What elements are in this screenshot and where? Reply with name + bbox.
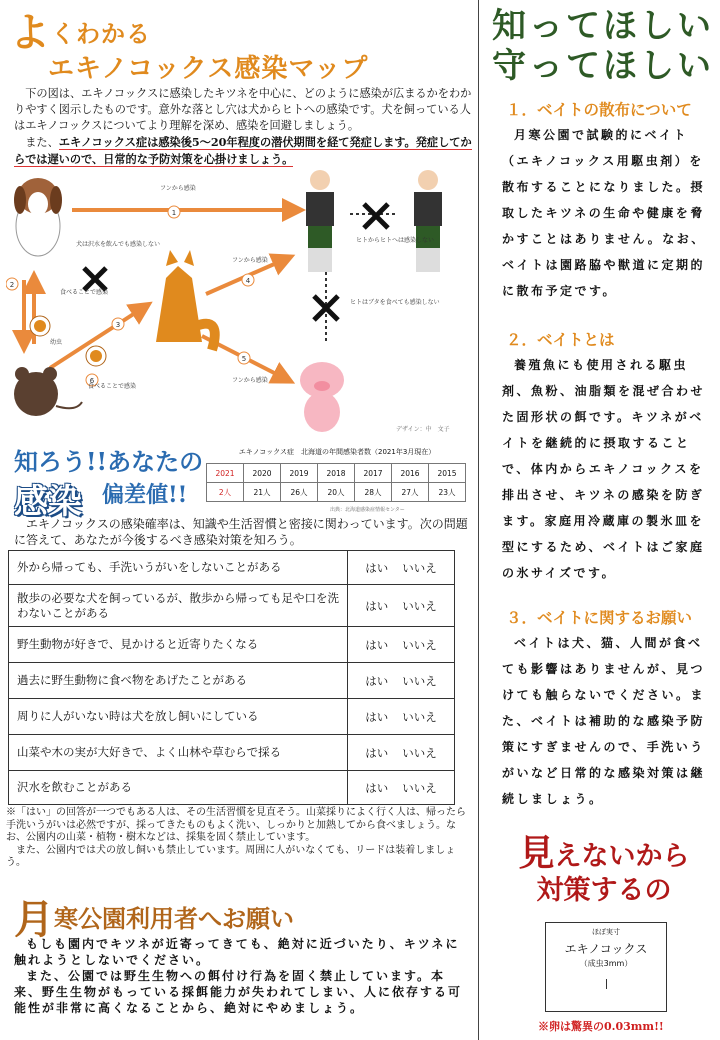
- stats-count: 23人: [429, 483, 466, 502]
- map-label: 犬は沢水を飲んでも感染しない: [76, 241, 161, 248]
- quiz-question: 山菜や木の実が大好きで、よく山林や草むらで採る: [9, 735, 348, 771]
- actual-size-label: ほぼ実寸: [592, 928, 620, 936]
- quiz-question: 外から帰っても、手洗いうがいをしないことがある: [9, 551, 348, 585]
- map-label: フンから感染: [160, 185, 196, 192]
- answer-no[interactable]: いいえ: [402, 745, 437, 760]
- pig-icon: [300, 362, 344, 432]
- map-num: 2: [9, 281, 15, 289]
- quiz-row: [9, 735, 455, 771]
- egg-size-note: ※卵は驚異の0.03mm!!: [538, 1020, 664, 1033]
- answer-yes[interactable]: はい: [365, 780, 389, 795]
- section-body-bait-spray: 月寒公園で試験的にベイト（エキノコックス用駆虫剤）を散布することになりました。摂取したキツネの生命や健康を脅かすことはありません。なお、ベイトは園路脇や獣道に定期的に散布予定です。: [502, 128, 706, 298]
- quiz-intro: エキノコックスの感染確率は、知識や生活習慣と密接に関わっています。次の問題に答えて、あなたが今後するべき感染対策を知ろう。: [14, 517, 468, 547]
- quiz-question: 散歩の必要な犬を飼っているが、散歩から帰っても足や口を洗わないことがある: [9, 585, 348, 627]
- stats-count: 21人: [244, 483, 281, 502]
- design-credit: デザイン：中 文子: [396, 426, 450, 433]
- answer-no[interactable]: いいえ: [402, 709, 437, 724]
- stats-year: 2017: [355, 464, 392, 483]
- map-num: 1: [171, 209, 177, 217]
- quiz-question: 沢水を飲むことがある: [9, 771, 348, 805]
- human-icon: [414, 170, 442, 272]
- answer-no[interactable]: いいえ: [402, 780, 437, 795]
- quiz-question: 過去に野生動物に食べ物をあげたことがある: [9, 663, 348, 699]
- answer-yes[interactable]: はい: [365, 598, 389, 613]
- mouse-icon: [14, 367, 82, 416]
- echinococcus-actual-size-icon: [606, 979, 607, 989]
- map-title-line1: よくわかる: [10, 9, 151, 56]
- actual-size-sub: （成虫3mm）: [579, 959, 633, 968]
- stats-year: 2020: [244, 464, 281, 483]
- actual-size-name: エキノコックス: [564, 942, 648, 956]
- quiz-table: [8, 550, 455, 805]
- stats-count: 26人: [281, 483, 318, 502]
- section-body-bait-request: ベイトは犬、猫、人間が食べても影響はありませんが、見つけても触らないでください。また、ベイトは補助的な感染予防策にすぎませんので、手洗いうがいなど日常的な感染対策は継続しましょう。: [502, 636, 706, 806]
- answer-yes[interactable]: はい: [365, 745, 389, 760]
- actual-size-box: [545, 922, 667, 1012]
- section-heading-bait-what: ２．ベイトとは: [506, 330, 615, 349]
- answer-yes[interactable]: はい: [365, 560, 389, 575]
- quiz-row: [9, 699, 455, 735]
- section-heading-bait-spray: １．ベイトの散布について: [506, 100, 692, 119]
- stats-year: 2016: [392, 464, 429, 483]
- answer-yes[interactable]: はい: [365, 637, 389, 652]
- map-num: 4: [245, 277, 251, 285]
- map-num: 6: [89, 377, 95, 385]
- quiz-heading-big: 感染: [14, 482, 82, 522]
- map-label: 食べることで感染: [60, 289, 109, 296]
- answer-no[interactable]: いいえ: [402, 560, 437, 575]
- quiz-heading-line1: 知ろう!!あなたの: [14, 447, 204, 476]
- quiz-row: [9, 663, 455, 699]
- stats-year: 2021: [207, 464, 244, 483]
- infection-map: [6, 166, 472, 434]
- map-title-line2: エキノコックス感染マップ: [48, 54, 369, 84]
- stats-year: 2019: [281, 464, 318, 483]
- stats-caption: エキノコックス症 北海道の年間感染者数（2021年3月現在）: [238, 448, 436, 456]
- quiz-question: 周りに人がいない時は犬を放し飼いにしている: [9, 699, 348, 735]
- quiz-note: ※「はい」の回答が一つでもある人は、その生活習慣を見直そう。山菜採りによく行く人は、帰ったら手洗いうがいは必然ですが、採ってきたものもよく洗い、しっかりと加熱してから食べましょう。なお、公園内の山菜・植物・樹木などは、採集を固く禁止しています。 また、公園内では犬の放し飼いも禁止しています。周囲に人がいなくても、リードは装着しましょう。: [6, 807, 466, 868]
- stats-source: 出典：北海道感染症情報センター: [330, 507, 405, 513]
- map-num: 5: [241, 355, 247, 363]
- stats-count: 27人: [392, 483, 429, 502]
- quiz-question: 野生動物が好きで、見かけると近寄りたくなる: [9, 627, 348, 663]
- stats-count: 2人: [207, 483, 244, 502]
- stats-count: 28人: [355, 483, 392, 502]
- answer-no[interactable]: いいえ: [402, 637, 437, 652]
- right-title-2: 見えないから 対策するの: [518, 832, 690, 906]
- section-heading-bait-request: ３．ベイトに関するお願い: [506, 608, 693, 627]
- answer-yes[interactable]: はい: [365, 709, 389, 724]
- fox-icon: [156, 250, 215, 350]
- dog-icon: [14, 178, 62, 256]
- stats-count: 20人: [318, 483, 355, 502]
- map-label: フンから感染: [232, 377, 268, 384]
- answer-no[interactable]: いいえ: [402, 598, 437, 613]
- intro-text: 下の図は、エキノコックスに感染したキツネを中心に、どのように感染が広まるかをわかりやすく図示したものです。意外な落とし穴は犬からヒトへの感染です。犬を飼っている人はエキノコックスについてより理解を深め、感染を回避しましょう。 また、エキノコックス症は感染後5〜20年程度の潜伏期間を経て発症します。発症してからでは遅いので、日常的な予防対策を心掛けましょう。: [14, 87, 472, 166]
- quiz-row: [9, 627, 455, 663]
- stats-years-row: [207, 464, 466, 483]
- answer-yes[interactable]: はい: [365, 673, 389, 688]
- map-label: ヒトはブタを食べても感染しない: [350, 299, 440, 306]
- request-body: もしも園内でキツネが近寄ってきても、絶対に近づいたり、キツネに触れようとしないでください。 また、公園では野生生物への餌付け行為を固く禁止しています。本来、野生生物がもっている採餌能力が失われてしまい、人に依存する可能性が非常に高くなることから、絶対にやめましょう。: [14, 937, 463, 1015]
- stats-year: 2015: [429, 464, 466, 483]
- quiz-heading-line2: 偏差値!!: [102, 482, 188, 508]
- infection-stats-table: [206, 463, 466, 502]
- section-body-bait-what: 養殖魚にも使用される駆虫剤、魚粉、油脂類を混ぜ合わせた固形状の餌です。キツネがベイトを継続的に摂取することで、体内からエキノコックスを排出させ、キツネの感染を防ぎます。家庭用冷蔵庫の製氷皿を型にするため、ベイトはご家庭の氷サイズです。: [502, 358, 706, 580]
- column-divider: [478, 0, 479, 1040]
- answer-no[interactable]: いいえ: [402, 673, 437, 688]
- map-num: 3: [115, 321, 121, 329]
- request-title: 月寒公園利用者へお願い: [14, 896, 294, 943]
- quiz-row: [9, 551, 455, 585]
- human-icon: [306, 170, 334, 272]
- map-label: フンから感染: [232, 257, 268, 264]
- quiz-row: [9, 585, 455, 627]
- right-title: 知ってほしい 守ってほしい: [492, 6, 714, 86]
- stats-year: 2018: [318, 464, 355, 483]
- stats-counts-row: [207, 483, 466, 502]
- map-label: ヒトからヒトへは感染しない: [356, 237, 435, 244]
- map-label: 幼虫: [50, 339, 63, 346]
- quiz-row: [9, 771, 455, 805]
- map-label: 食べることで感染: [88, 383, 137, 390]
